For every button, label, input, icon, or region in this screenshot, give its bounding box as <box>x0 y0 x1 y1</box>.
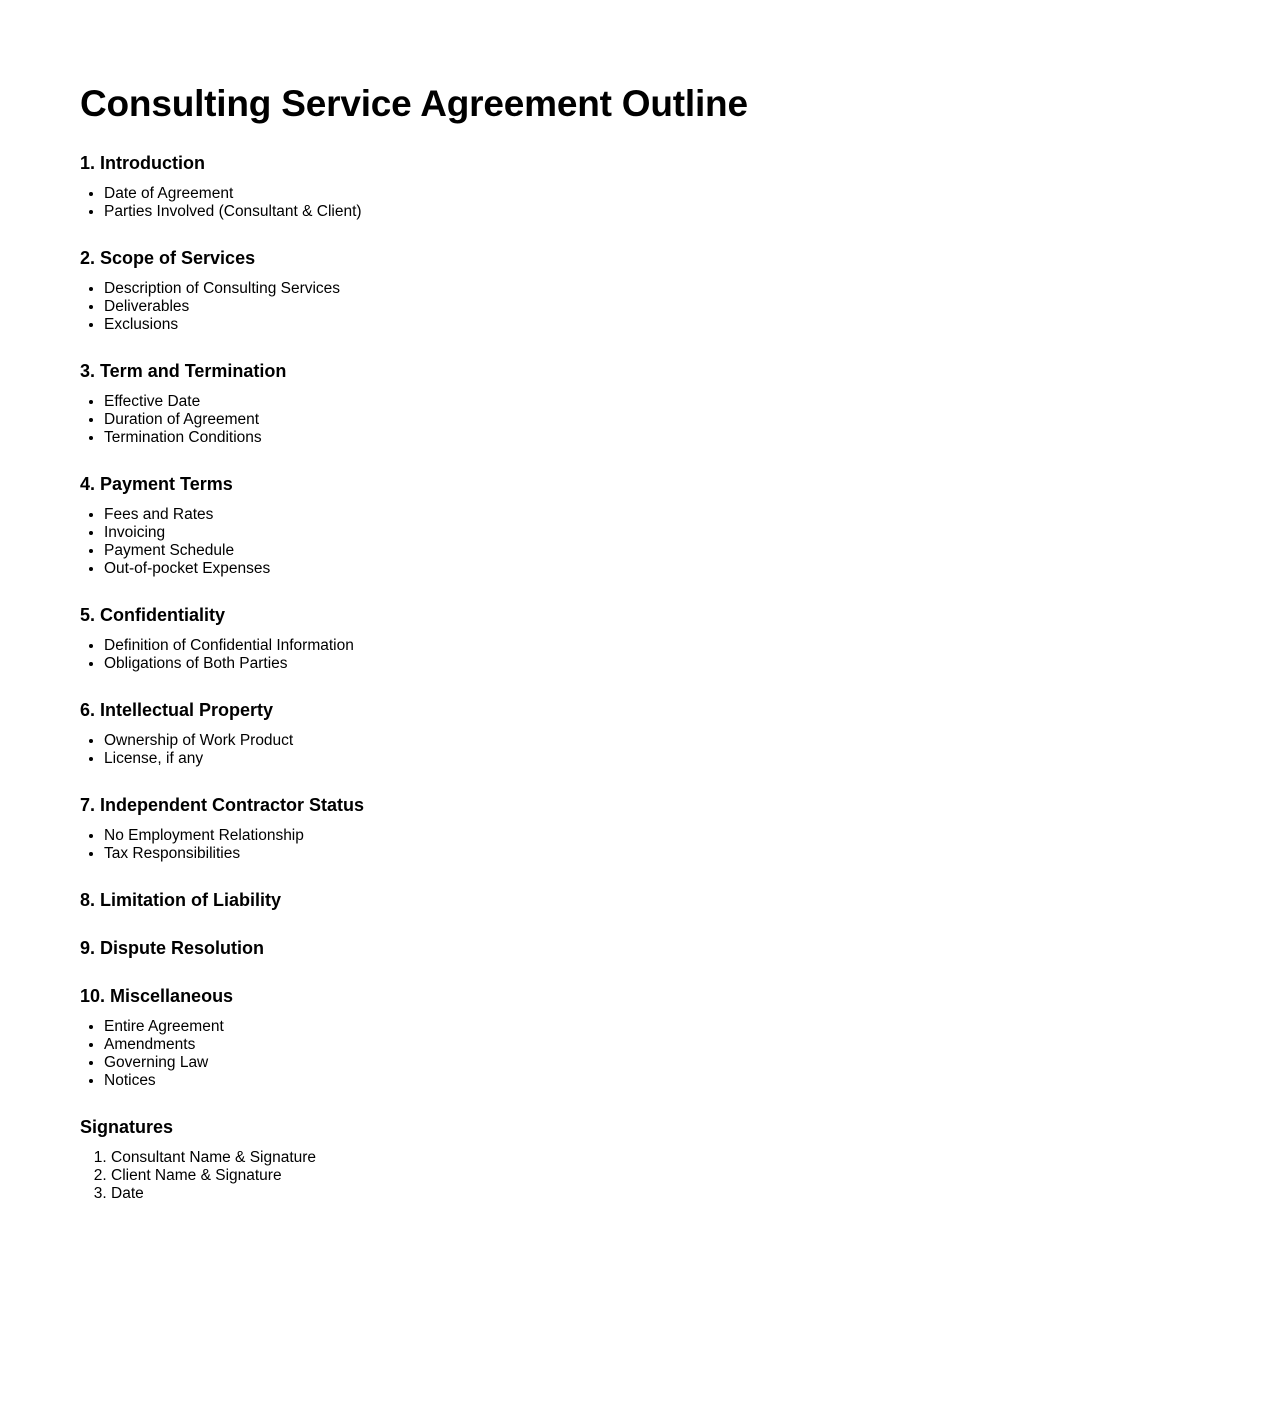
list-item: • Exclusions <box>104 316 1183 334</box>
list-item: • License, if any <box>104 750 1183 768</box>
section-heading: Signatures <box>80 1117 174 1137</box>
list-item: • Description of Consulting Services <box>104 280 1183 298</box>
numbered-list <box>80 1149 1183 1203</box>
list-item: 1. Consultant Name & Signature <box>111 1149 1183 1167</box>
section-heading: 7. Independent Contractor Status <box>80 795 365 815</box>
document-section <box>80 605 1183 673</box>
list-item: • Fees and Rates <box>104 506 1183 524</box>
bullet-list <box>80 827 1183 863</box>
document-section <box>80 795 1183 863</box>
list-item: • Effective Date <box>104 393 1183 411</box>
section-heading: 2. Scope of Services <box>80 248 256 268</box>
list-item: • Governing Law <box>104 1054 1183 1072</box>
section-heading: 9. Dispute Resolution <box>80 938 265 958</box>
document-sections <box>80 153 1183 1203</box>
bullet-list <box>80 185 1183 221</box>
bullet-list <box>80 506 1183 578</box>
bullet-list <box>80 637 1183 673</box>
list-item: • Payment Schedule <box>104 542 1183 560</box>
list-item: • Parties Involved (Consultant & Client) <box>104 203 1183 221</box>
list-item: • Date of Agreement <box>104 185 1183 203</box>
bullet-list <box>80 732 1183 768</box>
list-item: 3. Date <box>111 1185 1183 1203</box>
list-item: • Obligations of Both Parties <box>104 655 1183 673</box>
page-title: Consulting Service Agreement Outline <box>80 83 748 124</box>
section-heading: 3. Term and Termination <box>80 361 287 381</box>
list-item: • Amendments <box>104 1036 1183 1054</box>
section-heading: 8. Limitation of Liability <box>80 890 282 910</box>
list-item: • Invoicing <box>104 524 1183 542</box>
document-section <box>80 938 1183 959</box>
document-section <box>80 1117 1183 1203</box>
section-heading: 5. Confidentiality <box>80 605 226 625</box>
document-section <box>80 474 1183 578</box>
list-item: • No Employment Relationship <box>104 827 1183 845</box>
list-item: • Tax Responsibilities <box>104 845 1183 863</box>
list-item: • Definition of Confidential Information <box>104 637 1183 655</box>
list-item: • Duration of Agreement <box>104 411 1183 429</box>
section-heading: 4. Payment Terms <box>80 474 233 494</box>
document-section <box>80 361 1183 447</box>
list-item: • Termination Conditions <box>104 429 1183 447</box>
list-item: • Notices <box>104 1072 1183 1090</box>
section-heading: 1. Introduction <box>80 153 205 173</box>
bullet-list <box>80 280 1183 334</box>
bullet-list <box>80 393 1183 447</box>
list-item: • Deliverables <box>104 298 1183 316</box>
section-heading: 10. Miscellaneous <box>80 986 234 1006</box>
list-item: 2. Client Name & Signature <box>111 1167 1183 1185</box>
list-item: • Out-of-pocket Expenses <box>104 560 1183 578</box>
document-section <box>80 700 1183 768</box>
section-heading: 6. Intellectual Property <box>80 700 274 720</box>
document-section <box>80 153 1183 221</box>
document-section <box>80 986 1183 1090</box>
list-item: • Ownership of Work Product <box>104 732 1183 750</box>
bullet-list <box>80 1018 1183 1090</box>
document-section <box>80 890 1183 911</box>
list-item: • Entire Agreement <box>104 1018 1183 1036</box>
document-section <box>80 248 1183 334</box>
